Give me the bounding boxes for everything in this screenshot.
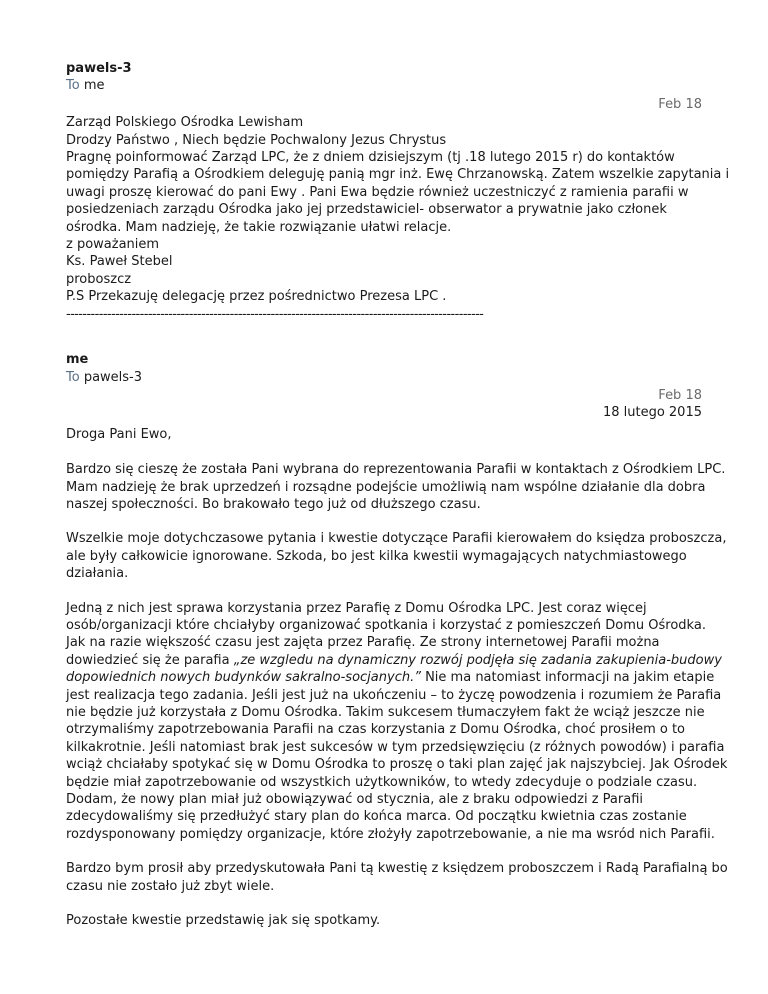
message-body [66, 426, 728, 930]
body-line: uwagi proszę kierować do pani Ewy . Pani Ewa będzie również uczestniczyć z ramienia parafii w [66, 184, 689, 200]
separator-line: ------------------------------------------------------------------------------------------------------ [66, 306, 484, 322]
body-line [66, 669, 715, 686]
message-date: Feb 18 [658, 387, 702, 403]
body-line: Drodzy Państwo , Niech będzie Pochwalony Jezus Chrystus [66, 132, 447, 148]
body-line: posiedzeniach zarządu Ośrodka jako jej przedstawiciel- obserwator a prywatnie jako członek [66, 202, 667, 218]
body-line: Pragnę poinformować Zarząd LPC, że z dniem dzisiejszym (tj .18 lutego 2015 r) do kontaktów [66, 150, 675, 166]
recipient-name: me [83, 78, 105, 94]
quoted-text: „ze wzgledu na dynamiczny rozwój podjęła się zadania zakupienia-budowy [233, 652, 722, 668]
text-span: dowiedzieć się że parafia [66, 652, 234, 668]
text-span: Nie ma natomiast informacji na jakim etapie [420, 670, 715, 686]
body-line: proboszcz [66, 271, 132, 287]
sender-name: pawels-3 [66, 61, 132, 76]
body-line: ale były całkowicie ignorowane. Szkoda, bo jest kilka kwestii wymagających natychmiastowego [66, 548, 687, 564]
body-line: Wszelkie moje dotychczasowe pytania i kwestie dotyczące Parafii kierowałem do księdza proboszcza, [66, 531, 727, 547]
body-line: zdecydowaliśmy się przedłużyć stary plan do końca marca. Od początku kwietnia czas zostanie [66, 809, 687, 825]
recipient-line [66, 369, 702, 386]
recipient-line [66, 77, 702, 94]
body-line: otrzymaliśmy zapotrzebowania Parafii na czas korzystania z Domu Ośrodka, choć prosiłem o to [66, 722, 686, 738]
body-line: Zarząd Polskiego Ośrodka Lewisham [66, 115, 304, 131]
email-message-1 [66, 60, 730, 323]
body-line: P.S Przekazuję delegację przez pośrednictwo Prezesa LPC . [66, 289, 447, 305]
body-line: Pozostałe kwestie przedstawię jak się spotkamy. [66, 913, 381, 929]
body-line: ośrodka. Mam nadzieję, że takie rozwiązanie ułatwi relacje. [66, 219, 452, 235]
sender-name: me [66, 352, 89, 368]
to-label: To [66, 78, 80, 94]
body-line: osób/organizacji które chciałyby organizować spotkania i korzystać z pomieszczeń Domu Ośrodka. [66, 617, 706, 633]
body-line: wciąż chciałaby spotykać się w Domu Ośrodka to proszę o taki plan zajęć jak najszybciej. Jak Ośrodek [66, 757, 728, 773]
body-line: z poważaniem [66, 237, 160, 253]
paragraph-4 [66, 860, 728, 895]
body-line: Jedną z nich jest sprawa korzystania przez Parafię z Domu Ośrodka LPC. Jest coraz więcej [66, 600, 647, 616]
paragraph-3 [66, 600, 728, 844]
email-message-2 [66, 351, 728, 929]
body-line: Mam nadzieję że brak uprzedzeń i rozsądne podejście umożliwią nam wspólne działanie dla dobra [66, 479, 706, 495]
paragraph-1 [66, 461, 726, 513]
body-line: Jak na razie większość czasu jest zajęta przez Parafię. Ze strony internetowej Parafii można [66, 635, 660, 651]
body-line: kilkakrotnie. Jeśli natomiast brak jest sukcesów w tym przedsięwzięciu (z różnych powodów) i parafia [66, 739, 725, 755]
body-line: działania. [66, 566, 129, 582]
body-line: Bardzo się cieszę że została Pani wybrana do reprezentowania Parafii w kontaktach z Ośrodkiem LPC. [66, 462, 726, 478]
recipient-name: pawels-3 [83, 369, 143, 385]
body-line: czasu nie zostało już zbyt wiele. [66, 878, 275, 894]
body-line: Bardzo bym prosił aby przedyskutowała Pani tą kwestię z księdzem proboszczem i Radą Parafialną bo [66, 861, 728, 877]
greeting: Droga Pani Ewo, [66, 426, 172, 442]
paragraph-2 [66, 530, 727, 582]
body-line: Dodam, że nowy plan miał już obowiązywać od stycznia, ale z braku odpowiedzi z Parafii [66, 792, 644, 808]
body-line: jest realizacja tego zadania. Jeśli jest już na ukończeniu – to życzę powodzenia i rozumiem że Parafia [66, 687, 722, 703]
letter-date: 18 lutego 2015 [602, 405, 702, 421]
body-line: będzie miał zapotrzebowanie od wszystkich użytkowników, to wtedy zdecyduje o podziale czasu. [66, 774, 698, 790]
message-body [66, 114, 730, 323]
body-line: rozdysponowany pomiędzy organizacje, które złożyły zapotrzebowanie, a nie ma wsród nich Parafii. [66, 826, 715, 842]
body-line: Ks. Paweł Stebel [66, 254, 173, 270]
body-line: naszej społeczności. Bo brakowało tego już od dłuższego czasu. [66, 496, 481, 512]
message-date: Feb 18 [658, 96, 702, 112]
body-line: nie będzie już korzystała z Domu Ośrodka. Takim sukcesem tłumaczyłem fakt że wciąż jeszcze nie [66, 705, 705, 720]
paragraph-5 [66, 912, 702, 929]
body-line [66, 652, 722, 669]
body-line: pomiędzy Parafią a Ośrodkiem deleguję panią mgr inż. Ewę Chrzanowską. Zatem wszelkie zapytania i [66, 167, 730, 183]
to-label: To [66, 369, 80, 385]
quoted-text: dopowiednich nowych budynków sakralno-socjanych.” [66, 670, 421, 686]
